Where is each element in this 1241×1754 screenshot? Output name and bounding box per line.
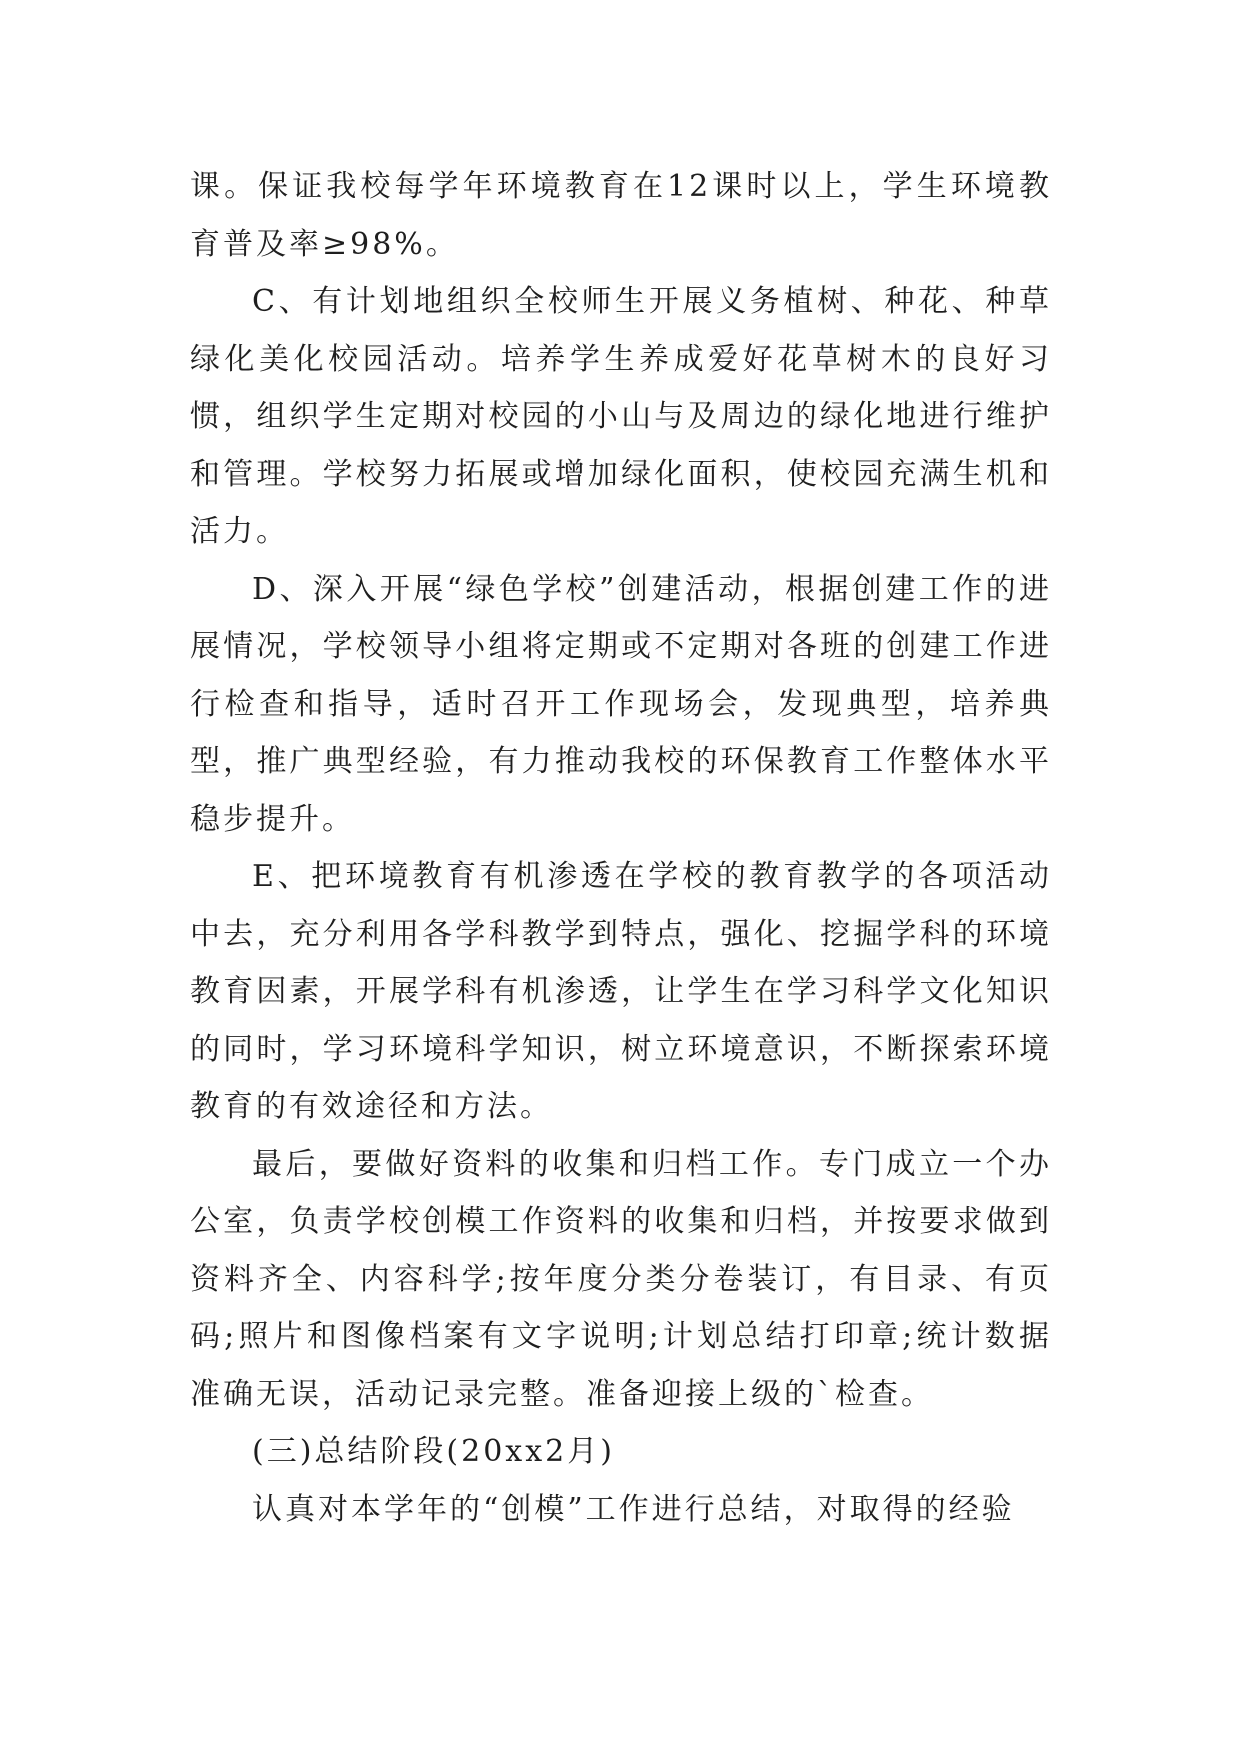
paragraph-records: 最后，要做好资料的收集和归档工作。专门成立一个办公室，负责学校创模工作资料的收集和归档，并按要求做到资料齐全、内容科学;按年度分类分卷装订，有目录、有页码;照片和图像档案有文字说明;计划总结打印章;统计数据准确无误，活动记录完整。准备迎接上级的`检查。 <box>190 1146 1052 1412</box>
paragraph-item-d: D、深入开展“绿色学校”创建活动，根据创建工作的进展情况，学校领导小组将定期或不定期对各班的创建工作进行检查和指导，适时召开工作现场会，发现典型，培养典型，推广典型经验，有力推动我校的环保教育工作整体水平稳步提升。 <box>190 571 1052 837</box>
paragraph-continuation: 课。保证我校每学年环境教育在12课时以上，学生环境教育普及率≥98%。 <box>190 169 1052 262</box>
document-body <box>190 158 1052 1538</box>
paragraph-item-e: E、把环境教育有机渗透在学校的教育教学的各项活动中去，充分利用各学科教学到特点，强化、挖掘学科的环境教育因素，开展学科有机渗透，让学生在学习科学文化知识的同时，学习环境科学知识，树立环境意识，不断探索环境教育的有效途径和方法。 <box>190 859 1052 1124</box>
paragraph-item-c: C、有计划地组织全校师生开展义务植树、种花、种草绿化美化校园活动。培养学生养成爱好花草树木的良好习惯，组织学生定期对校园的小山与及周边的绿化地进行维护和管理。学校努力拓展或增加绿化面积，使校园充满生机和活力。 <box>190 284 1052 549</box>
section-heading-summary-stage: (三)总结阶段(20xx2月) <box>252 1434 615 1469</box>
paragraph-summary: 认真对本学年的“创模”工作进行总结，对取得的经验 <box>252 1491 1015 1527</box>
